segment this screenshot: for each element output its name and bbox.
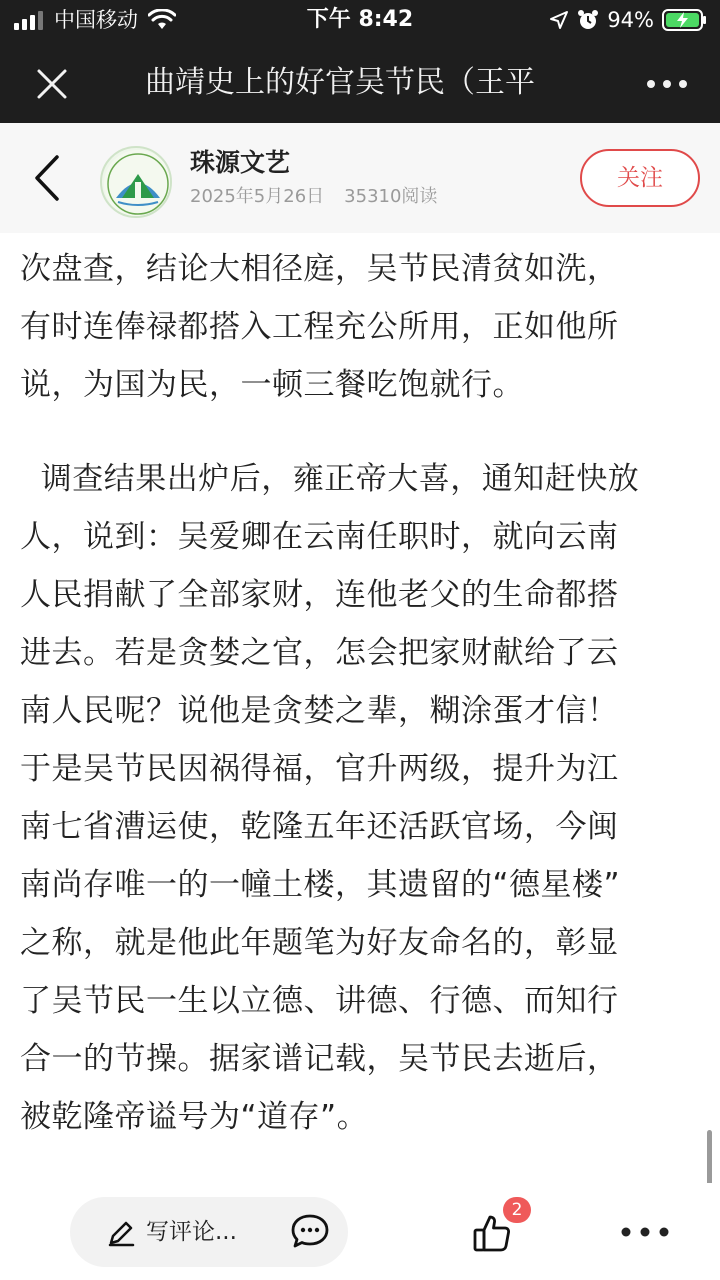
article-body bbox=[20, 240, 704, 1146]
page-title: 曲靖史上的好官吴节民（王平 bbox=[145, 65, 535, 100]
text-line: 人民捐献了全部家财，连他老父的生命都搭 bbox=[20, 577, 619, 613]
account-logo[interactable] bbox=[100, 146, 172, 218]
account-meta bbox=[190, 185, 437, 209]
like-count-badge: 2 bbox=[503, 1197, 531, 1223]
text-line: 之称，就是他此年题笔为好友命名的，彰显 bbox=[20, 925, 619, 961]
close-icon[interactable] bbox=[30, 62, 74, 106]
location-icon bbox=[549, 10, 569, 30]
carrier-label: 中国移动 bbox=[54, 8, 138, 32]
text-line: 人，说到：吴爱卿在云南任职时，就向云南 bbox=[20, 519, 619, 555]
account-header bbox=[0, 123, 720, 233]
bottom-toolbar bbox=[0, 1183, 720, 1280]
text-line: 南人民呢？说他是贪婪之辈，糊涂蛋才信！ bbox=[20, 693, 619, 729]
more-icon[interactable] bbox=[620, 1226, 670, 1238]
top-bar bbox=[0, 0, 720, 123]
paragraph-2 bbox=[20, 450, 704, 1146]
text-line: 调查结果出炉后，雍正帝大喜，通知赶快放 bbox=[20, 461, 640, 497]
text-line: 合一的节操。据家谱记载，吴节民去逝后， bbox=[20, 1041, 619, 1077]
text-line: 南尚存唯一的一幢土楼，其遗留的“德星楼” bbox=[20, 867, 621, 903]
alarm-icon bbox=[577, 9, 599, 31]
text-line: 进去。若是贪婪之官，怎会把家财献给了云 bbox=[20, 635, 619, 671]
text-line: 说，为国为民，一顿三餐吃饱就行。 bbox=[20, 367, 524, 403]
publish-date: 2025年5月26日 bbox=[190, 186, 325, 207]
comment-placeholder: 写评论... bbox=[146, 1219, 237, 1245]
battery-percent: 94% bbox=[607, 8, 654, 32]
follow-button[interactable]: 关注 bbox=[580, 149, 700, 207]
battery-charging-icon bbox=[662, 9, 708, 31]
text-line: 南七省漕运使，乾隆五年还活跃官场，今闽 bbox=[20, 809, 619, 845]
text-line: 被乾隆帝谥号为“道存”。 bbox=[20, 1099, 369, 1135]
text-line: 于是吴节民因祸得福，官升两级，提升为江 bbox=[20, 751, 619, 787]
text-line: 次盘查，结论大相径庭，吴节民清贫如洗， bbox=[20, 251, 619, 287]
text-line: 了吴节民一生以立德、讲德、行德、而知行 bbox=[20, 983, 619, 1019]
paragraph-1 bbox=[20, 240, 704, 414]
back-icon[interactable] bbox=[30, 153, 64, 203]
pen-icon bbox=[106, 1218, 136, 1248]
account-name[interactable]: 珠源文艺 bbox=[190, 148, 291, 177]
status-bar bbox=[0, 0, 720, 40]
title-bar bbox=[0, 44, 720, 123]
more-icon[interactable] bbox=[645, 72, 689, 96]
read-count: 35310阅读 bbox=[344, 186, 438, 207]
text-line: 有时连俸禄都搭入工程充公所用，正如他所 bbox=[20, 309, 619, 345]
comment-input[interactable] bbox=[70, 1197, 348, 1267]
comment-icon[interactable] bbox=[290, 1212, 330, 1252]
status-time: 下午 8:42 bbox=[306, 7, 414, 32]
